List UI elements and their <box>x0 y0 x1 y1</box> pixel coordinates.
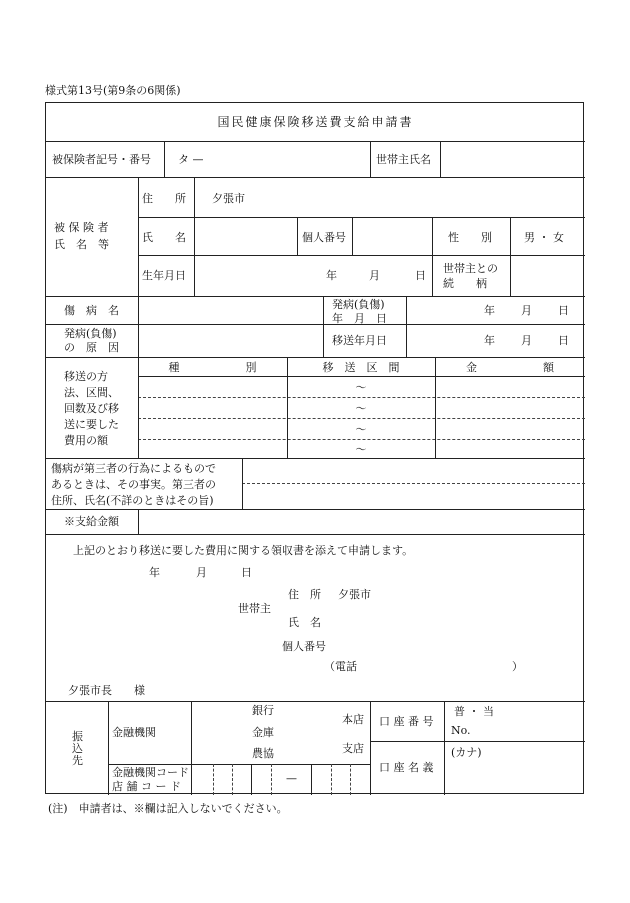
personal-number-label: 個人番号 <box>302 231 346 244</box>
sex-label: 性 別 <box>448 231 492 244</box>
relation-field[interactable] <box>514 260 582 292</box>
date-month: 月 <box>196 566 207 579</box>
method-label-4: 送に要した <box>64 418 119 431</box>
form-title: 国民健康保険移送費支給申請書 <box>217 115 414 129</box>
third-party-label-2: あるときは、その事実。第三者の <box>51 478 216 491</box>
section-tilde-2[interactable]: ～ <box>355 402 367 415</box>
payment-amount-field <box>142 512 582 531</box>
birth-year: 年 <box>326 269 337 282</box>
householder-name-field[interactable] <box>444 147 582 173</box>
account-no-label: No. <box>451 724 471 737</box>
form-number: 様式第13号(第9条の6関係) <box>45 84 181 97</box>
insured-person-label-2: 氏 名 等 <box>54 238 109 251</box>
onset-day: 日 <box>558 304 569 317</box>
account-name-field[interactable] <box>448 765 582 791</box>
cause-field[interactable] <box>142 328 318 352</box>
phone-open: （電話 <box>324 660 357 673</box>
method-label-5: 費用の額 <box>64 434 108 447</box>
section-tilde-3[interactable]: ～ <box>355 423 367 436</box>
onset-label: 発病(負傷) <box>332 298 385 311</box>
bank-code-label: 金融機関コード <box>112 766 189 779</box>
transfer-date-label: 移送年月日 <box>332 334 387 347</box>
onset-month: 月 <box>521 304 532 317</box>
householder-name-label: 世帯主氏名 <box>376 153 431 166</box>
transfer-day: 日 <box>558 334 569 347</box>
col-type-header: 種 別 <box>168 361 257 374</box>
col-section-header: 移 送 区 間 <box>322 361 400 374</box>
bank-type-shinkin[interactable]: 金庫 <box>252 726 274 739</box>
disease-name-label: 傷 病 名 <box>64 304 119 317</box>
birth-month: 月 <box>369 269 380 282</box>
birthdate-label: 生年月日 <box>142 269 186 282</box>
transfer-year: 年 <box>484 334 495 347</box>
third-party-label-3: 住所、氏名(不詳のときはその旨) <box>51 494 214 507</box>
date-day: 日 <box>241 566 252 579</box>
transfer-month: 月 <box>521 334 532 347</box>
applicant-address-label: 住 所 <box>288 588 321 601</box>
account-type[interactable]: 普 ・ 当 <box>454 705 494 718</box>
addressee: 夕張市長 様 <box>68 684 145 697</box>
third-party-label-1: 傷病が第三者の行為によるもので <box>51 462 216 475</box>
sex-options[interactable]: 男 ・ 女 <box>524 231 564 244</box>
applicant-personal-number: 個人番号 <box>282 640 326 653</box>
code-dash: — <box>286 772 297 785</box>
householder-label: 世帯主 <box>238 602 271 615</box>
cause-label-2: の 原 因 <box>64 341 119 354</box>
bank-type-agri[interactable]: 農協 <box>252 747 274 760</box>
application-form <box>45 102 584 794</box>
onset-label-2: 年 月 日 <box>332 312 387 325</box>
bank-label: 金融機関 <box>112 726 156 739</box>
section-tilde-4[interactable]: ～ <box>355 443 367 456</box>
cause-label: 発病(負傷) <box>64 327 117 340</box>
branch-code-label: 店 舗 コ ー ド <box>112 780 181 793</box>
phone-close: ） <box>512 660 523 673</box>
bank-type-bank[interactable]: 銀行 <box>252 704 274 717</box>
insured-number-label: 被保険者記号・番号 <box>52 153 151 166</box>
disease-name-field[interactable] <box>142 300 318 320</box>
method-label-3: 回数及び移 <box>64 402 119 415</box>
account-name-label: 口 座 名 義 <box>379 761 434 774</box>
applicant-name-label: 氏 名 <box>288 616 321 629</box>
kana-label: (カナ) <box>451 746 482 759</box>
method-label-1: 移送の方 <box>64 370 108 383</box>
branch-type-main[interactable]: 本店 <box>342 713 364 726</box>
name-label: 氏 名 <box>142 231 186 244</box>
transfer-dest-label-3: 先 <box>72 754 83 767</box>
address-field[interactable]: 夕張市 <box>212 192 245 205</box>
address-label: 住 所 <box>142 192 186 205</box>
insured-number-field[interactable]: タ — <box>178 153 204 166</box>
name-field[interactable] <box>198 221 293 251</box>
birth-day: 日 <box>415 269 426 282</box>
footnote: (注) 申請者は、※欄は記入しないでください。 <box>48 802 288 815</box>
section-tilde-1[interactable]: ～ <box>355 381 367 394</box>
statement-text: 上記のとおり移送に要した費用に関する領収書を添えて申請します。 <box>73 544 414 557</box>
method-label-2: 法、区間、 <box>64 386 119 399</box>
personal-number-field[interactable] <box>356 221 428 251</box>
account-number-label: 口 座 番 号 <box>379 715 434 728</box>
third-party-field[interactable] <box>246 462 582 506</box>
applicant-address-field[interactable]: 夕張市 <box>338 588 371 601</box>
branch-type-branch[interactable]: 支店 <box>342 742 364 755</box>
date-year: 年 <box>149 566 160 579</box>
insured-person-label: 被 保 険 者 <box>54 221 109 234</box>
col-amount-header: 金 額 <box>466 361 554 374</box>
payment-amount-label: ※支給金額 <box>64 515 119 528</box>
relation-label-2: 続 柄 <box>443 277 487 290</box>
onset-year: 年 <box>484 304 495 317</box>
transfer-dest-label-2: 込 <box>72 742 83 755</box>
relation-label: 世帯主との <box>443 262 498 275</box>
transfer-dest-label-1: 振 <box>72 730 83 743</box>
